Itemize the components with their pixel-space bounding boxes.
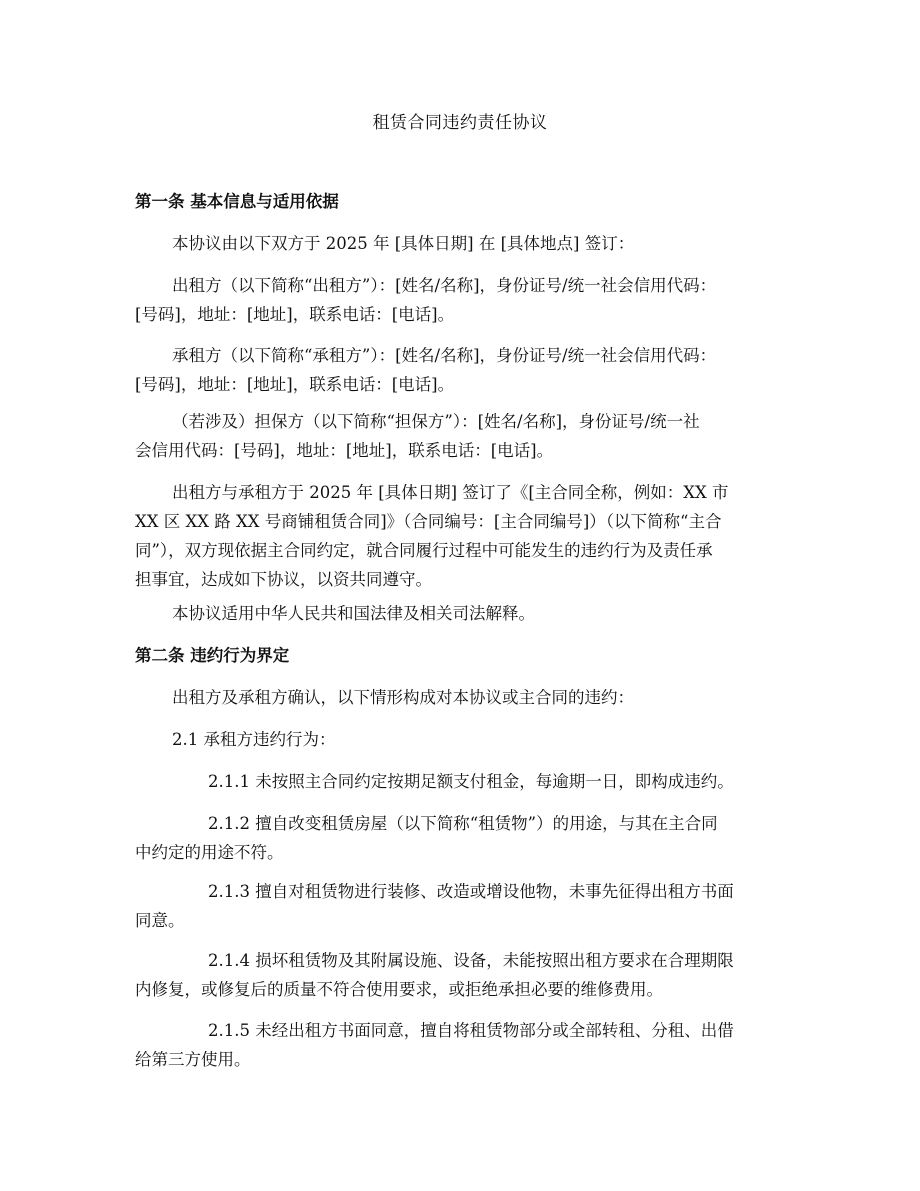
paragraph: [135, 271, 785, 329]
paragraph-line: 担事宜，达成如下协议，以资共同遵守。: [135, 570, 432, 589]
paragraph-line: 会信用代码：[号码]，地址：[地址]，联系电话：[电话]。: [135, 441, 554, 460]
paragraph-line: 给第三方使用。: [135, 1050, 251, 1069]
document-title: 租赁合同违约责任协议: [372, 113, 548, 133]
paragraph: [135, 407, 785, 465]
paragraph-line: [号码]，地址：[地址]，联系电话：[电话]。: [135, 375, 455, 394]
clause-item: [135, 767, 785, 796]
paragraph-line: XX 区 XX 路 XX 号商铺租赁合同]》（合同编号：[主合同编号]）（以下简称“主合: [135, 512, 722, 531]
paragraph-line: 中约定的用途不符。: [135, 843, 284, 862]
paragraph-line: （若涉及）担保方（以下简称“担保方”）：[姓名/名称]，身份证号/统一社: [172, 412, 700, 431]
paragraph-line: 2.1.1 未按照主合同约定按期足额支付租金，每逾期一日，即构成违约。: [208, 772, 734, 791]
clause-item: [135, 1016, 785, 1074]
clause-item: [135, 877, 785, 935]
clause-item: [135, 946, 785, 1004]
paragraph-line: 出租方及承租方确认，以下情形构成对本协议或主合同的违约：: [172, 688, 634, 707]
paragraph-line: 本协议适用中华人民共和国法律及相关司法解释。: [172, 604, 535, 623]
paragraph-line: 同”），双方现依据主合同约定，就合同履行过程中可能发生的违约行为及责任承: [135, 541, 713, 560]
paragraph-line: 内修复，或修复后的质量不符合使用要求，或拒绝承担必要的维修费用。: [135, 980, 663, 999]
paragraph-line: 出租方与承租方于 2025 年 [具体日期] 签订了《[主合同全称，例如：XX 市: [172, 483, 729, 502]
paragraph-line: 出租方（以下简称“出租方”）：[姓名/名称]，身份证号/统一社会信用代码：: [172, 276, 717, 295]
paragraph-line: 2.1.4 损坏租赁物及其附属设施、设备，未能按照出租方要求在合理期限: [208, 951, 734, 970]
paragraph-line: 2.1.5 未经出租方书面同意，擅自将租赁物部分或全部转租、分租、出借: [208, 1021, 734, 1040]
clause-item: [135, 809, 785, 867]
paragraph: [135, 683, 785, 712]
section-heading-1: 第一条 基本信息与适用依据: [135, 192, 339, 211]
paragraph-line: [号码]，地址：[地址]，联系电话：[电话]。: [135, 305, 455, 324]
paragraph: [135, 599, 785, 628]
section-heading-2: 第二条 违约行为界定: [135, 646, 290, 665]
paragraph-line: 2.1.2 擅自改变租赁房屋（以下简称“租赁物”）的用途，与其在主合同: [208, 814, 718, 833]
paragraph-line: 2.1.3 擅自对租赁物进行装修、改造或增设他物，未事先征得出租方书面: [208, 882, 734, 901]
clause-heading: [135, 725, 785, 754]
paragraph-line: 同意。: [135, 911, 185, 930]
paragraph-line: 2.1 承租方违约行为：: [172, 730, 336, 749]
paragraph: [135, 341, 785, 399]
paragraph: [135, 478, 785, 594]
paragraph-line: 承租方（以下简称“承租方”）：[姓名/名称]，身份证号/统一社会信用代码：: [172, 346, 717, 365]
paragraph: [135, 229, 785, 258]
paragraph-line: 本协议由以下双方于 2025 年 [具体日期] 在 [具体地点] 签订：: [172, 234, 635, 253]
